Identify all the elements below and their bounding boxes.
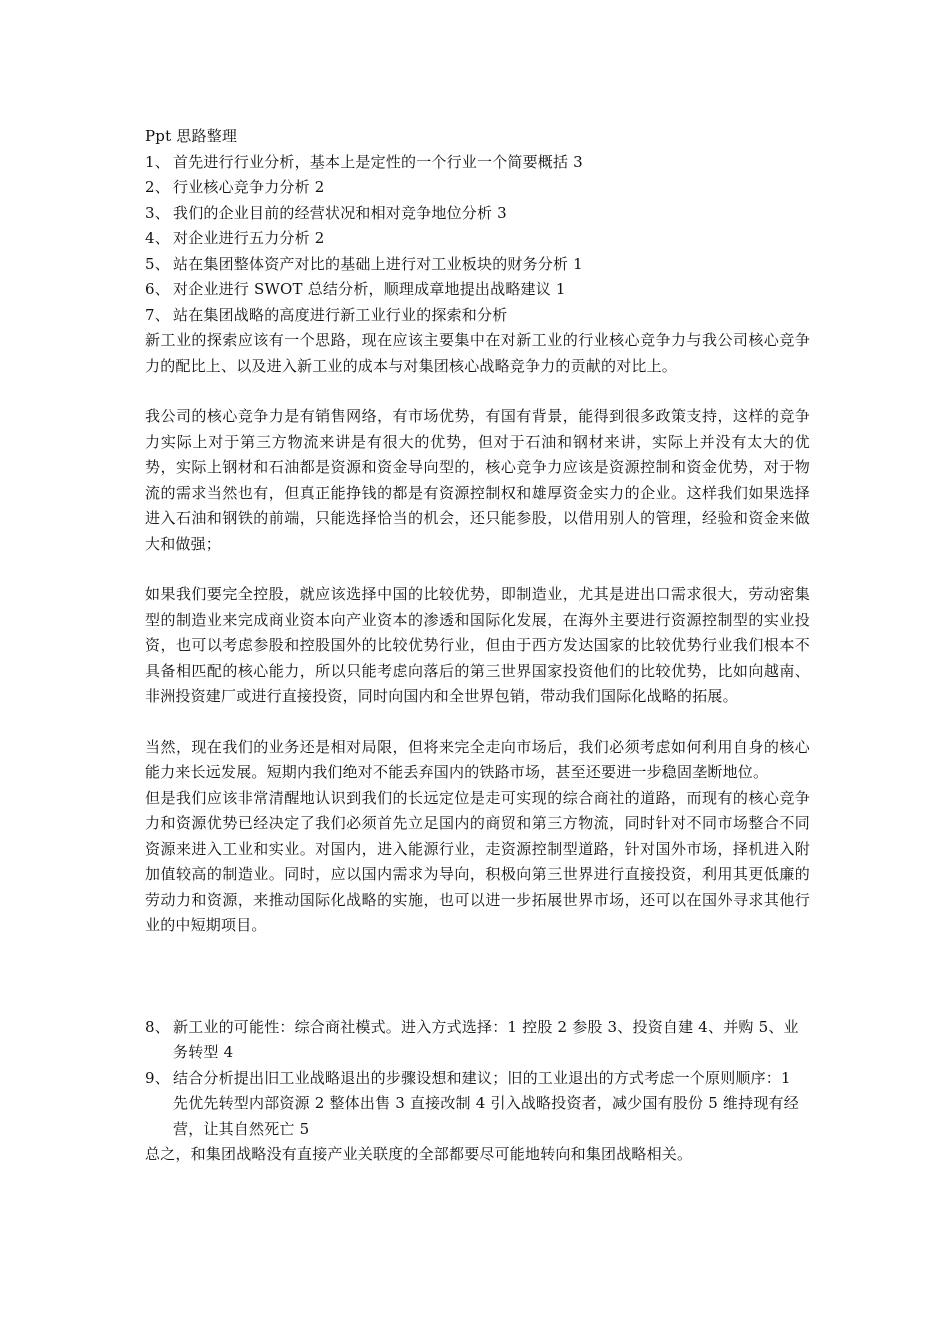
paragraph-full-control: 如果我们要完全控股，就应该选择中国的比较优势，即制造业，尤其是进出口需求很大，劳动密集型的制造业来完成商业资本向产业资本的渗透和国际化发展，在海外主要进行资源控制型的实业投资，也可以考虑参股和控股国外的比较优势行业，但由于西方发达国家的比较优势行业我们根本不具备相匹配的核心能力，所以只能考虑向落后的第三世界国家投资他们的比较优势，比如向越南、非洲投资建厂或进行直接投资，同时向国内和全世界包销，带动我们国际化战略的拓展。 (145, 585, 810, 705)
list-item: 2、 行业核心竞争力分析 2 (145, 178, 325, 196)
list-item: 1、 首先进行行业分析，基本上是定性的一个行业一个简要概括 3 (145, 152, 583, 171)
list-item: 8、 新工业的可能性：综合商社模式。进入方式选择：1 控股 2 参股 3、投资自建 4、并购 5、业务转型 4 (145, 1017, 799, 1061)
paragraph-long-term: 但是我们应该非常清醒地认识到我们的长远定位是走可实现的综合商社的道路，而现有的核心竞争力和资源优势已经决定了我们必须首先立足国内的商贸和第三方物流，同时针对不同市场整合不同资源来进入工业和实业。对国内，进入能源行业，走资源控制型道路，针对国外市场，择机进入附加值较高的制造业。同时，应以国内需求为导向，积极向第三世界进行直接投资，利用其更低廉的劳动力和资源，来推动国际化战略的实施，也可以进一步拓展世界市场，还可以在国外寻求其他行业的中短期项目。 (145, 788, 810, 934)
outline-list-2 (145, 1015, 810, 1143)
document-body (145, 124, 810, 1168)
list-item: 5、 站在集团整体资产对比的基础上进行对工业板块的财务分析 1 (145, 254, 583, 273)
paragraph-new-industry: 新工业的探索应该有一个思路，现在应该主要集中在对新工业的行业核心竞争力与我公司核心竞争力的配比上、以及进入新工业的成本与对集团核心战略竞争力的贡献的对比上。 (145, 331, 810, 375)
paragraph-current-business: 当然，现在我们的业务还是相对局限，但将来完全走向市场后，我们必须考虑如何利用自身的核心能力来长远发展。短期内我们绝对不能丢弃国内的铁路市场，甚至还要进一步稳固垄断地位。 (145, 737, 810, 781)
paragraph-summary: 总之，和集团战略没有直接产业关联度的全部都要尽可能地转向和集团战略相关。 (145, 1145, 693, 1163)
list-item: 9、 结合分析提出旧工业战略退出的步骤设想和建议；旧的工业退出的方式考虑一个原则顺序：1 先优先转型内部资源 2 整体出售 3 直接改制 4 引入战略投资者，减少国有股份 5 维持现有经营，让其自然死亡 5 (145, 1068, 799, 1138)
list-item: 6、 对企业进行 SWOT 总结分析，顺理成章地提出战略建议 1 (145, 280, 566, 298)
list-item: 4、 对企业进行五力分析 2 (145, 229, 325, 247)
doc-title: Ppt 思路整理 (145, 127, 238, 145)
paragraph-core-competence: 我公司的核心竞争力是有销售网络，有市场优势，有国有背景，能得到很多政策支持，这样的竞争力实际上对于第三方物流来讲是有很大的优势，但对于石油和钢材来讲，实际上并没有太大的优势，实际上钢材和石油都是资源和资金导向型的，核心竞争力应该是资源控制和资金优势，对于物流的需求当然也有，但真正能挣钱的都是有资源控制权和雄厚资金实力的企业。这样我们如果选择进入石油和钢铁的前端，只能选择恰当的机会，还只能参股，以借用别人的管理，经验和资金来做大和做强； (145, 407, 810, 553)
list-item: 7、 站在集团战略的高度进行新工业行业的探索和分析 (145, 305, 508, 324)
outline-list-1 (145, 150, 810, 329)
list-item: 3、 我们的企业目前的经营状况和相对竞争地位分析 3 (145, 203, 507, 222)
